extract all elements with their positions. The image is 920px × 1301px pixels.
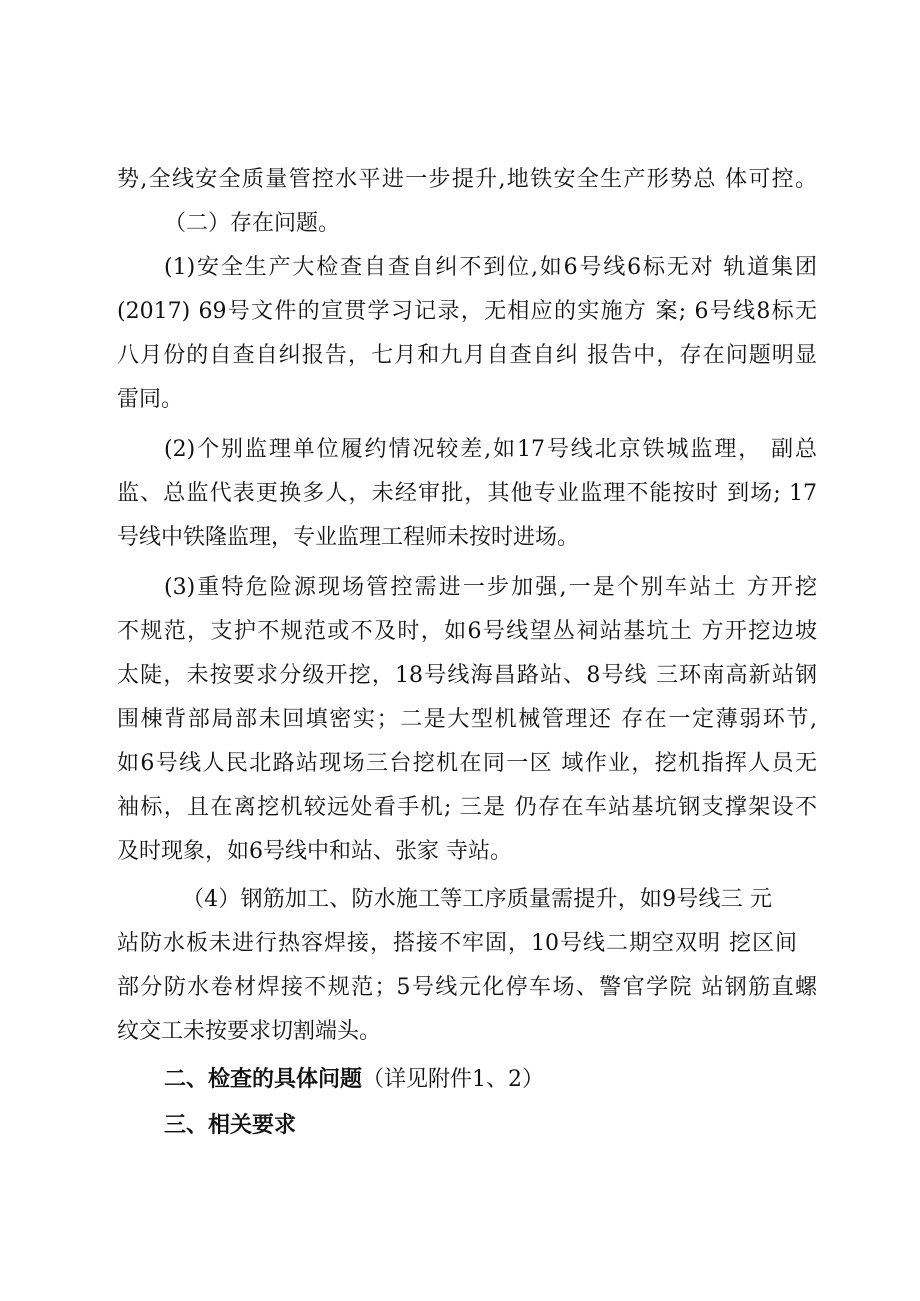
section-heading-problems: （二）存在问题。 (164, 211, 341, 236)
paragraph-line: 站防水板未进行热容焊接，搭接不牢固，10号线二期空双明 挖区间 (117, 931, 797, 956)
paragraph-line: 雷同。 (117, 387, 184, 412)
paragraph-line: 八月份的自查自纠报告，七月和九月自查自纠 报告中，存在问题明显 (117, 343, 817, 368)
paragraph-line: (3)重特危险源现场管控需进一步加强,一是个别车站土 方开挖 (164, 575, 817, 600)
paragraph-line: 监、总监代表更换多人，未经审批，其他专业监理不能按时 到场; 17 (117, 481, 817, 506)
paragraph-line: 势,全线安全质量管控水平进一步提升,地铁安全生产形势总 体可控。 (117, 167, 817, 192)
paragraph-line: 不规范，支护不规范或不及时，如6号线望丛祠站基坑土 方开挖边坡 (117, 619, 817, 644)
paragraph-line: （4）钢筋加工、防水施工等工序质量需提升，如9号线三 元 (182, 887, 772, 912)
paragraph-line: (1)安全生产大检查自查自纠不到位,如6号线6标无对 轨道集团 (164, 255, 817, 280)
paragraph-line: (2017) 69号文件的宣贯学习记录，无相应的实施方 案; 6号线8标无 (117, 299, 817, 324)
paragraph-line: 围棟背部局部未回填密实；二是大型机械管理还 存在一定薄弱环节, (117, 707, 817, 732)
paragraph-line: 纹交工未按要求切割端头。 (117, 1019, 382, 1044)
paragraph-line: 及时现象，如6号线中和站、张家 寺站。 (117, 839, 512, 864)
section-heading-specific-problems (164, 1058, 764, 1102)
paragraph-line: 袖标，且在离挖机较远处看手机; 三是 仍存在车站基坑钢支撑架设不 (117, 795, 817, 820)
paragraph-line: (2)个别监理单位履约情况较差,如17号线北京铁城监理， 副总 (164, 437, 817, 462)
paragraph-line: 如6号线人民北路站现场三台挖机在同一区 域作业，挖机指挥人员无 (117, 751, 817, 776)
paragraph-line: 太陡，未按要求分级开挖，18号线海昌路站、8号线 三环南高新站钢 (117, 663, 817, 688)
heading-note: （详见附件1、2） (362, 1067, 545, 1092)
paragraph-line: 部分防水卷材焊接不规范；5号线元化停车场、警官学院 站钢筋直螺 (117, 975, 817, 1000)
heading-text: 二、检查的具体问题 (164, 1067, 363, 1092)
section-heading-requirements: 三、相关要求 (164, 1113, 297, 1138)
paragraph-line: 号线中铁隆监理，专业监理工程师未按时进场。 (117, 525, 580, 550)
